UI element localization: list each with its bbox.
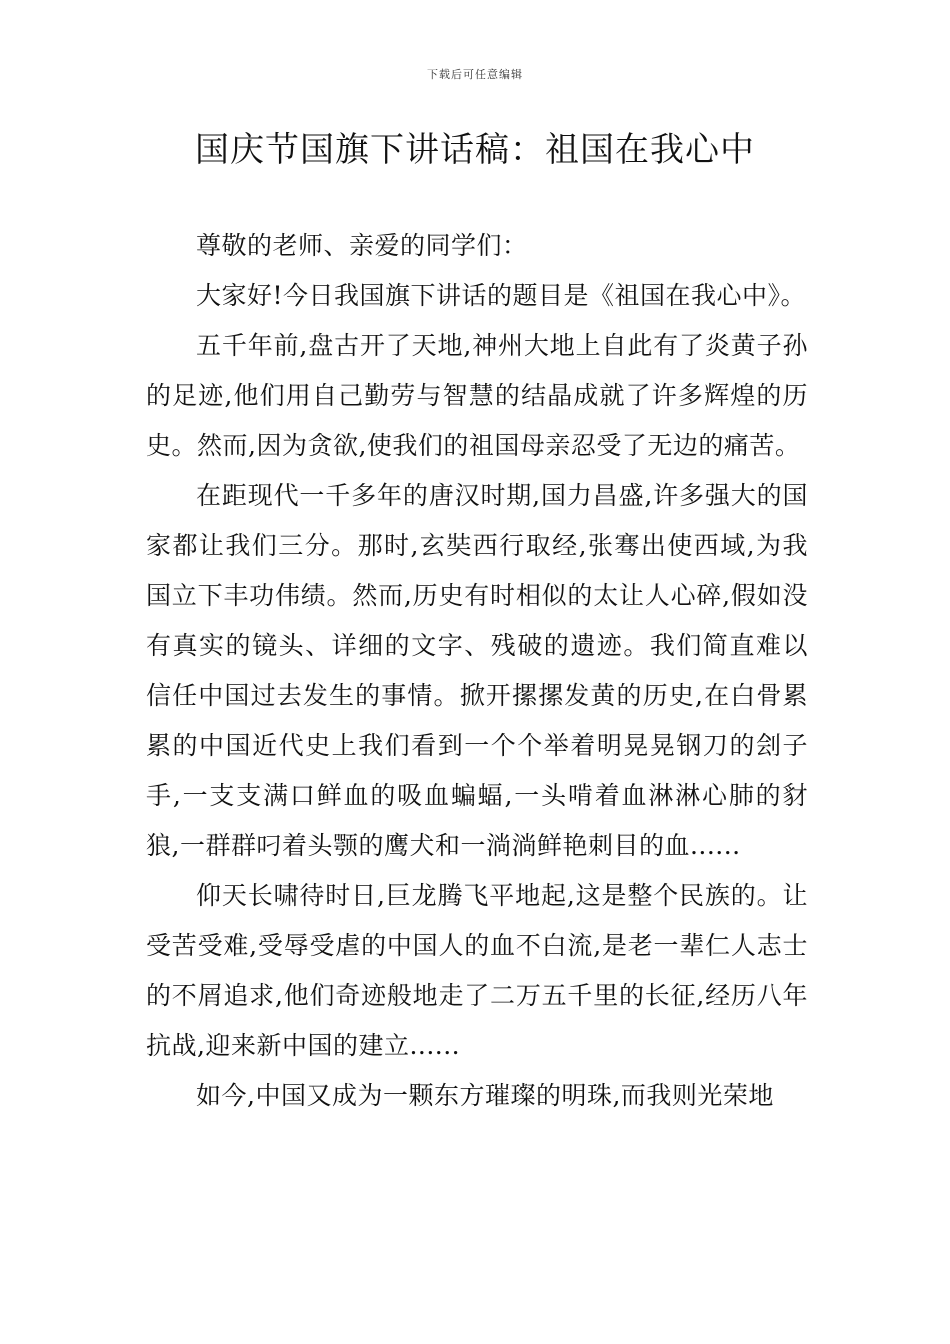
greeting-paragraph: 大家好!今日我国旗下讲话的题目是《祖国在我心中》。 — [196, 281, 807, 310]
document-body — [146, 221, 808, 1121]
header-note: 下载后可任意编辑 — [427, 68, 523, 81]
document-title: 国庆节国旗下讲话稿：祖国在我心中 — [195, 130, 755, 170]
body-paragraph: 在距现代一千多年的唐汉时期,国力昌盛,许多强大的国家都让我们三分。那时,玄奘西行取经,张骞出使西域,为我国立下丰功伟绩。然而,历史有时相似的太让人心碎,假如没有真实的镜头、详细的文字、残破的遗迹。我们简直难以信任中国过去发生的事情。掀开摞摞发黄的历史,在白骨累累的中国近代史上我们看到一个个举着明晃晃钢刀的刽子手,一支支满口鲜血的吸血蝙蝠,一头啃着血淋淋心肺的豺狼,一群群叼着头颚的鹰犬和一淌淌鲜艳刺目的血...... — [146, 481, 808, 860]
body-paragraph: 五千年前,盘古开了天地,神州大地上自此有了炎黄子孙的足迹,他们用自己勤劳与智慧的结晶成就了许多辉煌的历史。然而,因为贪欲,使我们的祖国母亲忍受了无边的痛苦。 — [146, 331, 808, 460]
salutation-paragraph: 尊敬的老师、亲爱的同学们： — [196, 231, 528, 260]
body-paragraph: 仰天长啸待时日,巨龙腾飞平地起,这是整个民族的。让受苦受难,受辱受虐的中国人的血不白流,是老一辈仁人志士的不屑追求,他们奇迹般地走了二万五千里的长征,经历八年抗战,迎来新中国的建立...... — [146, 881, 808, 1060]
body-paragraph: 如今,中国又成为一颗东方璀璨的明珠,而我则光荣地 — [196, 1081, 774, 1110]
